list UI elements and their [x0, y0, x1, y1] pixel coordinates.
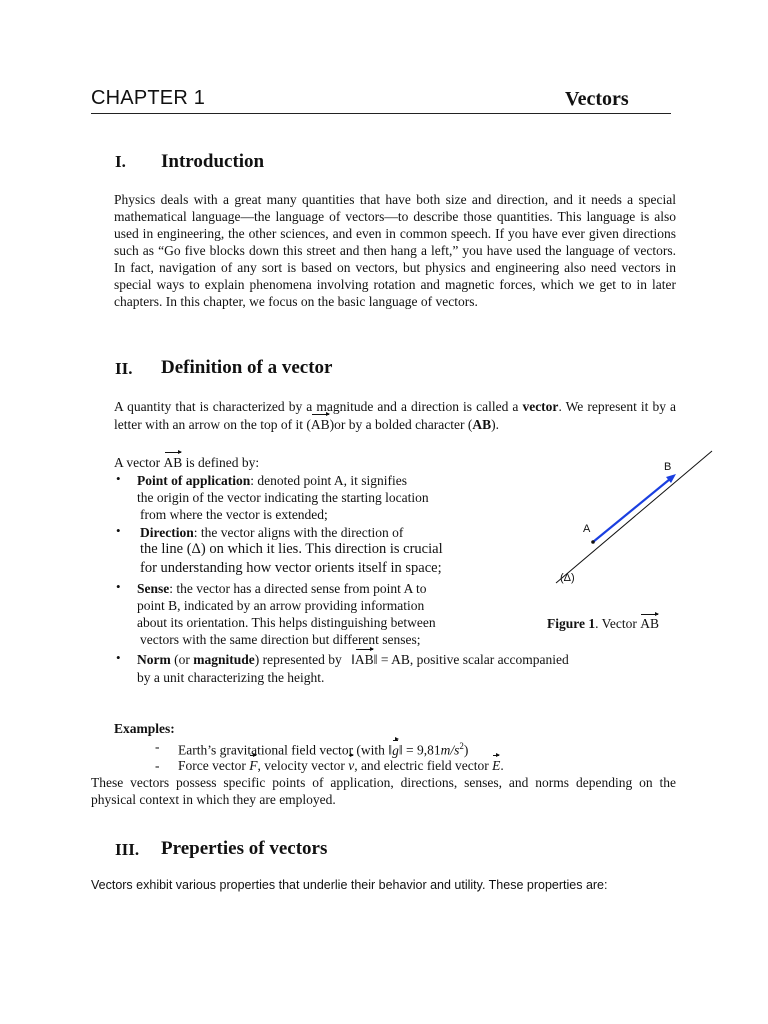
header-rule	[91, 113, 671, 114]
examples-closing: These vectors possess specific points of application, directions, senses, and norms depending on the physical context in which they are employed.	[91, 775, 676, 807]
figure-caption-label: Figure 1	[547, 616, 596, 631]
section-3-title: Preperties of vectors	[161, 838, 328, 859]
delta-line	[556, 451, 712, 583]
norm-bars: ‖AB‖	[351, 652, 378, 667]
bullet-icon: •	[116, 650, 121, 665]
vector-defined-text-2: is defined by:	[182, 455, 260, 470]
example-gravity-text-3: )	[463, 742, 469, 758]
definition-bold-ab: AB	[472, 417, 492, 432]
bullet-term-magnitude: magnitude	[193, 652, 255, 667]
label-a: A	[583, 523, 591, 535]
figure-1-caption	[547, 616, 659, 632]
bullet-line: the origin of the vector indicating the starting location	[137, 490, 429, 505]
example-fields-text-3: , and electric field vector	[354, 758, 493, 773]
section-2-number: II.	[115, 359, 133, 378]
bullet-line: by a unit characterizing the height.	[137, 670, 325, 685]
bullet-icon: •	[116, 579, 121, 594]
intro-paragraph: Physics deals with a great many quantities that have both size and direction, and it needs a special mathematical language—the language of vectors—to describe those quantities. This language is also used in engineering, the other sciences, and even in common speech. If you have ever given directions such as “Go five blocks down this street and then hang a left,” you have used the language of vectors. In fact, navigation of any sort is based on vectors, but physics and engineering also need vectors in special ways to explain phenomena involving rotation and magnetic forces, which we get to in later chapters. In this chapter, we focus on the basic language of vectors.	[114, 192, 676, 309]
example-gravity-unit: m/s	[440, 742, 460, 758]
figure-caption-vector: AB	[640, 616, 660, 631]
bullet-point-of-application	[137, 472, 407, 489]
definition-text-3: )or by a bolded character (	[329, 417, 473, 432]
example-fields-text-1: Force vector	[178, 758, 250, 773]
bullet-norm-text-1: (or	[170, 652, 194, 667]
bullet-line: for understanding how vector orients itself in space;	[140, 560, 442, 576]
vector-defined-by	[114, 454, 259, 471]
bullet-line: from where the vector is extended;	[140, 507, 328, 522]
bullet-icon: •	[116, 523, 121, 538]
bullet-norm	[137, 651, 569, 668]
bullet-term: Point of application	[137, 473, 251, 488]
bullet-line: : the vector aligns with the direction of	[193, 525, 404, 540]
chapter-title: Vectors	[565, 88, 629, 110]
vector-defined-text-1: A vector	[114, 455, 164, 470]
bullet-term-norm: Norm	[137, 652, 171, 667]
properties-intro: Vectors exhibit various properties that underlie their behavior and utility. These properties are:	[91, 878, 608, 892]
example-fields-text-2: , velocity vector	[257, 758, 349, 773]
bullet-line: vectors with the same direction but different senses;	[140, 632, 421, 647]
example-gravity-text-1: Earth’s gravitational field vector (with ‖	[178, 742, 393, 758]
vector-ab-arrow	[593, 479, 670, 542]
bullet-norm-text-2: ) represented by	[254, 652, 346, 667]
label-delta: (Δ)	[560, 572, 575, 584]
definition-vector-ab: AB	[310, 417, 330, 432]
label-b: B	[664, 461, 672, 473]
example-gravity	[178, 738, 468, 759]
bullet-line: : the vector has a directed sense from point A to	[169, 581, 427, 596]
example-force-f: F	[249, 758, 258, 773]
figure-caption-text: . Vector	[595, 616, 641, 631]
section-1-number: I.	[115, 152, 126, 171]
example-velocity-v: v	[348, 758, 355, 773]
bullet-line: : denoted point A, it signifies	[250, 473, 408, 488]
example-electric-e: E	[492, 758, 501, 773]
example-gravity-text-2: ‖ = 9,81	[398, 742, 441, 758]
example-dash: -	[155, 758, 160, 773]
bullet-line: about its orientation. This helps distinguishing between	[137, 615, 436, 630]
example-fields	[178, 757, 504, 774]
definition-paragraph	[114, 398, 676, 434]
definition-text-1: A quantity that is characterized by a magnitude and a direction is called a	[114, 399, 523, 414]
section-2-title: Definition of a vector	[161, 357, 333, 378]
section-1-title: Introduction	[161, 151, 265, 172]
definition-text-2: . We represent it by a letter with an arrow on the top of it (	[114, 399, 676, 432]
point-a	[591, 540, 595, 544]
bullet-sense	[137, 580, 426, 597]
section-3-number: III.	[115, 840, 140, 859]
norm-vector-ab: AB	[354, 652, 374, 667]
definition-term-vector: vector	[522, 399, 559, 414]
bullet-term: Direction	[140, 525, 194, 540]
figure-1-diagram	[540, 445, 725, 605]
example-gravity-exponent: 2	[459, 741, 464, 751]
bullet-line: point B, indicated by an arrow providing information	[137, 598, 425, 613]
vector-defined-ab: AB	[163, 455, 183, 470]
example-gravity-g: g	[392, 742, 399, 758]
bullet-icon: •	[116, 471, 121, 486]
definition-text-4: ).	[491, 417, 500, 432]
example-dash: -	[155, 739, 160, 754]
bullet-direction	[140, 524, 403, 541]
bullet-norm-text-3: = AB, positive scalar accompanied	[377, 652, 569, 667]
example-fields-text-4: .	[500, 758, 504, 773]
bullet-term: Sense	[137, 581, 170, 596]
bullet-line: the line (Δ) on which it lies. This direction is crucial	[140, 541, 443, 557]
examples-heading: Examples:	[114, 721, 175, 736]
chapter-label: CHAPTER 1	[91, 87, 206, 109]
